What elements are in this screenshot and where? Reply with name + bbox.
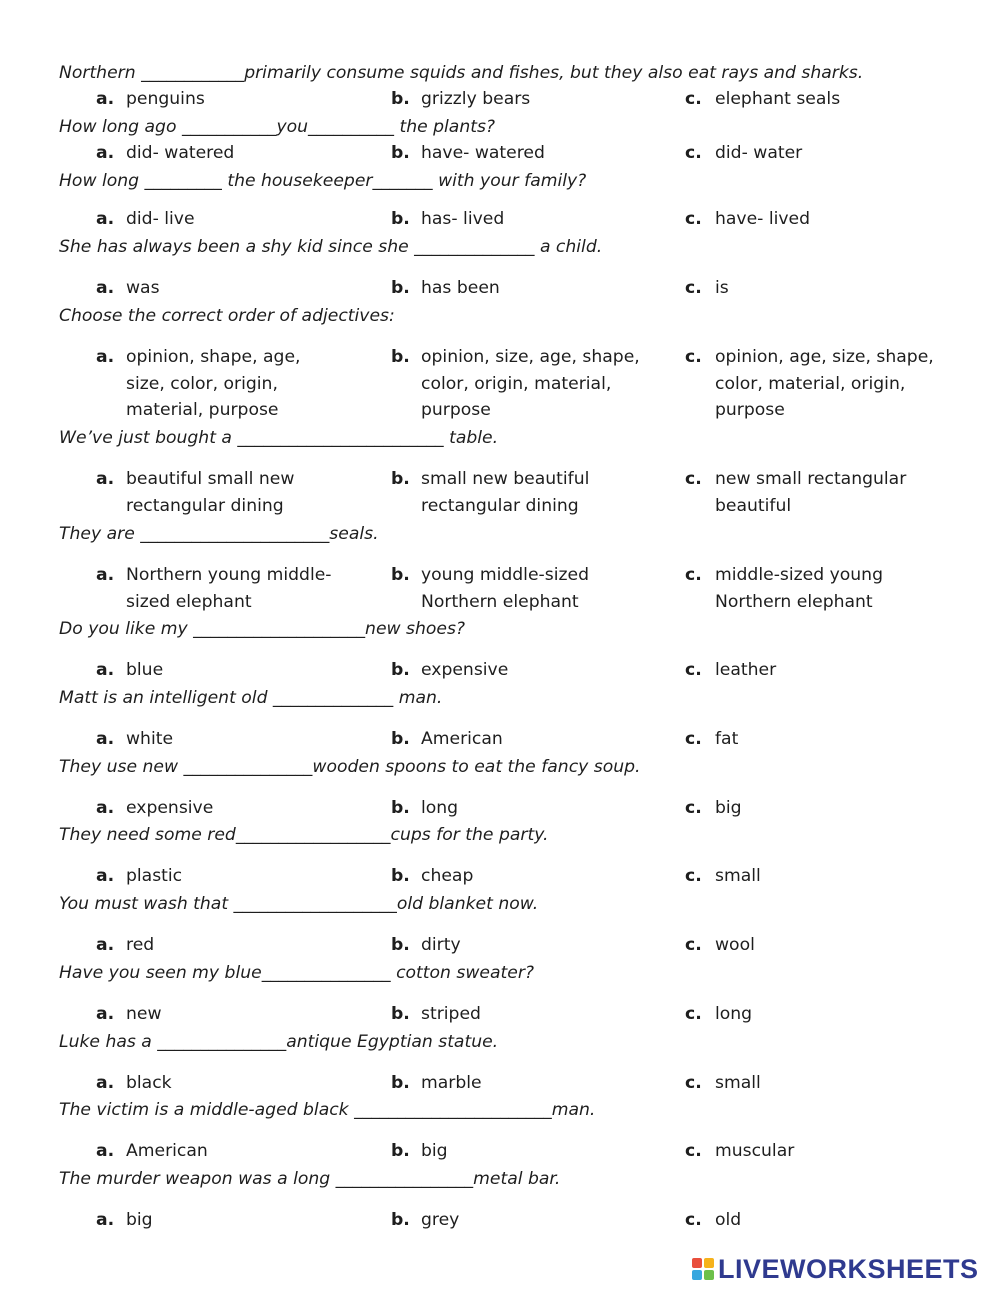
- option-text: expensive: [126, 798, 214, 818]
- option-text: striped: [421, 1004, 481, 1024]
- option-letter: b.: [391, 1210, 410, 1230]
- option-text: American: [126, 1141, 208, 1161]
- answer-option-b[interactable]: [391, 562, 641, 615]
- option-text: is: [715, 278, 729, 298]
- option-letter: c.: [685, 660, 702, 680]
- option-letter: b.: [391, 278, 410, 298]
- answer-option-a[interactable]: [96, 863, 336, 890]
- answer-option-a[interactable]: [96, 206, 336, 233]
- question-text: She has always been a shy kid since she ______________ a child.: [59, 237, 603, 257]
- option-text: red: [126, 935, 155, 955]
- answer-option-a[interactable]: [96, 562, 336, 615]
- option-letter: b.: [391, 866, 410, 886]
- question-text: Northern ____________primarily consume squids and fishes, but they also eat rays and sharks.: [59, 63, 864, 83]
- answer-option-a[interactable]: [96, 344, 336, 424]
- option-letter: a.: [96, 1073, 115, 1093]
- option-text: white: [126, 729, 174, 749]
- answer-option-a[interactable]: [96, 795, 336, 822]
- option-letter: b.: [391, 1004, 410, 1024]
- question-text: They are ______________________seals.: [59, 524, 379, 544]
- option-text: have- lived: [715, 209, 811, 229]
- question-text: Do you like my ____________________new shoes?: [59, 619, 466, 639]
- option-letter: c.: [685, 209, 702, 229]
- answer-option-c[interactable]: [685, 140, 945, 167]
- option-text: old: [715, 1210, 742, 1230]
- answer-option-c[interactable]: [685, 657, 945, 684]
- option-text: black: [126, 1073, 172, 1093]
- option-letter: b.: [391, 565, 410, 585]
- option-letter: c.: [685, 1004, 702, 1024]
- option-text: dirty: [421, 935, 461, 955]
- option-text: small: [715, 1073, 761, 1093]
- option-letter: a.: [96, 347, 115, 367]
- option-letter: c.: [685, 1210, 702, 1230]
- option-letter: a.: [96, 729, 115, 749]
- answer-option-c[interactable]: [685, 1070, 945, 1097]
- answer-option-b[interactable]: [391, 1138, 641, 1165]
- answer-option-c[interactable]: [685, 86, 945, 113]
- option-letter: c.: [685, 1073, 702, 1093]
- option-letter: a.: [96, 1210, 115, 1230]
- option-text: expensive: [421, 660, 509, 680]
- option-letter: a.: [96, 469, 115, 489]
- option-text: did- watered: [126, 143, 235, 163]
- option-letter: b.: [391, 660, 410, 680]
- option-text: big: [421, 1141, 448, 1161]
- option-text: big: [715, 798, 742, 818]
- option-text: grizzly bears: [421, 89, 531, 109]
- option-text: plastic: [126, 866, 183, 886]
- question-text: You must wash that ___________________old blanket now.: [59, 894, 539, 914]
- answer-option-b[interactable]: [391, 275, 641, 302]
- liveworksheets-logo: [692, 1252, 979, 1286]
- option-letter: c.: [685, 1141, 702, 1161]
- option-letter: b.: [391, 935, 410, 955]
- answer-option-b[interactable]: [391, 1001, 641, 1028]
- answer-option-a[interactable]: [96, 275, 336, 302]
- answer-option-b[interactable]: [391, 726, 641, 753]
- option-letter: b.: [391, 729, 410, 749]
- answer-option-b[interactable]: [391, 1070, 641, 1097]
- option-text: American: [421, 729, 503, 749]
- option-text: young middle-sized Northern elephant: [421, 565, 589, 612]
- answer-option-c[interactable]: [685, 726, 945, 753]
- answer-option-c[interactable]: [685, 1001, 945, 1028]
- option-letter: c.: [685, 798, 702, 818]
- option-letter: c.: [685, 729, 702, 749]
- answer-option-b[interactable]: [391, 863, 641, 890]
- option-text: new: [126, 1004, 162, 1024]
- option-letter: a.: [96, 866, 115, 886]
- option-letter: c.: [685, 866, 702, 886]
- option-text: have- watered: [421, 143, 545, 163]
- option-letter: c.: [685, 89, 702, 109]
- option-text: leather: [715, 660, 777, 680]
- option-text: penguins: [126, 89, 205, 109]
- answer-option-c[interactable]: [685, 344, 945, 424]
- option-text: did- live: [126, 209, 195, 229]
- logo-wordmark: LIVEWORKSHEETS: [718, 1253, 979, 1284]
- option-text: has been: [421, 278, 500, 298]
- option-text: wool: [715, 935, 755, 955]
- option-letter: b.: [391, 347, 410, 367]
- option-letter: b.: [391, 209, 410, 229]
- answer-option-b[interactable]: [391, 795, 641, 822]
- option-text: was: [126, 278, 160, 298]
- option-letter: b.: [391, 1073, 410, 1093]
- option-letter: a.: [96, 1141, 115, 1161]
- option-text: grey: [421, 1210, 460, 1230]
- option-letter: a.: [96, 565, 115, 585]
- option-text: opinion, shape, age, size, color, origin, material, purpose: [126, 347, 301, 420]
- option-text: big: [126, 1210, 153, 1230]
- answer-option-c[interactable]: [685, 1207, 945, 1234]
- answer-option-a[interactable]: [96, 932, 336, 959]
- option-letter: b.: [391, 798, 410, 818]
- option-text: new small rectangular beautiful: [715, 469, 907, 516]
- answer-option-a[interactable]: [96, 657, 336, 684]
- option-letter: a.: [96, 143, 115, 163]
- answer-option-a[interactable]: [96, 86, 336, 113]
- option-text: elephant seals: [715, 89, 841, 109]
- answer-option-c[interactable]: [685, 863, 945, 890]
- answer-option-b[interactable]: [391, 932, 641, 959]
- option-text: fat: [715, 729, 739, 749]
- option-letter: b.: [391, 469, 410, 489]
- option-text: long: [421, 798, 459, 818]
- question-text: How long _________ the housekeeper_______ with your family?: [59, 171, 587, 191]
- option-letter: a.: [96, 798, 115, 818]
- option-text: cheap: [421, 866, 474, 886]
- answer-option-c[interactable]: [685, 562, 945, 615]
- answer-option-a[interactable]: [96, 1070, 336, 1097]
- option-letter: b.: [391, 89, 410, 109]
- answer-option-b[interactable]: [391, 657, 641, 684]
- option-text: opinion, size, age, shape, color, origin, material, purpose: [421, 347, 640, 420]
- option-text: blue: [126, 660, 164, 680]
- option-text: small new beautiful rectangular dining: [421, 469, 590, 516]
- option-text: Northern young middle-sized elephant: [126, 565, 332, 612]
- answer-option-c[interactable]: [685, 1138, 945, 1165]
- option-letter: a.: [96, 209, 115, 229]
- question-text: Have you seen my blue_______________ cotton sweater?: [59, 963, 535, 983]
- question-text: We’ve just bought a ________________________ table.: [59, 428, 499, 448]
- option-text: long: [715, 1004, 753, 1024]
- option-letter: c.: [685, 469, 702, 489]
- option-letter: c.: [685, 278, 702, 298]
- option-letter: a.: [96, 1004, 115, 1024]
- question-text: The murder weapon was a long ________________metal bar.: [59, 1169, 561, 1189]
- answer-option-a[interactable]: [96, 726, 336, 753]
- answer-option-b[interactable]: [391, 466, 641, 519]
- question-text: Choose the correct order of adjectives:: [59, 306, 395, 326]
- option-text: muscular: [715, 1141, 795, 1161]
- option-text: small: [715, 866, 761, 886]
- option-letter: a.: [96, 89, 115, 109]
- option-text: did- water: [715, 143, 803, 163]
- answer-option-a[interactable]: [96, 1207, 336, 1234]
- answer-option-c[interactable]: [685, 795, 945, 822]
- answer-option-a[interactable]: [96, 1138, 336, 1165]
- answer-option-a[interactable]: [96, 1001, 336, 1028]
- option-letter: c.: [685, 347, 702, 367]
- question-text: Matt is an intelligent old ______________ man.: [59, 688, 443, 708]
- option-text: beautiful small new rectangular dining: [126, 469, 295, 516]
- answer-option-b[interactable]: [391, 140, 641, 167]
- question-text: They need some red__________________cups for the party.: [59, 825, 549, 845]
- question-text: They use new _______________wooden spoons to eat the fancy soup.: [59, 757, 641, 777]
- option-text: marble: [421, 1073, 482, 1093]
- answer-option-c[interactable]: [685, 206, 945, 233]
- question-text: Luke has a _______________antique Egyptian statue.: [59, 1032, 499, 1052]
- answer-option-b[interactable]: [391, 206, 641, 233]
- answer-option-a[interactable]: [96, 466, 336, 519]
- answer-option-c[interactable]: [685, 275, 945, 302]
- option-text: middle-sized young Northern elephant: [715, 565, 883, 612]
- option-letter: c.: [685, 935, 702, 955]
- answer-option-b[interactable]: [391, 344, 641, 424]
- option-letter: a.: [96, 660, 115, 680]
- answer-option-c[interactable]: [685, 932, 945, 959]
- option-letter: c.: [685, 565, 702, 585]
- logo-mark-icon: [692, 1258, 714, 1280]
- answer-option-b[interactable]: [391, 86, 641, 113]
- option-letter: b.: [391, 1141, 410, 1161]
- answer-option-c[interactable]: [685, 466, 945, 519]
- answer-option-a[interactable]: [96, 140, 336, 167]
- question-text: The victim is a middle-aged black _______________________man.: [59, 1100, 596, 1120]
- option-letter: a.: [96, 278, 115, 298]
- option-letter: c.: [685, 143, 702, 163]
- answer-option-b[interactable]: [391, 1207, 641, 1234]
- option-letter: b.: [391, 143, 410, 163]
- question-text: How long ago ___________you__________ the plants?: [59, 117, 496, 137]
- option-letter: a.: [96, 935, 115, 955]
- option-text: has- lived: [421, 209, 505, 229]
- option-text: opinion, age, size, shape, color, material, origin, purpose: [715, 347, 934, 420]
